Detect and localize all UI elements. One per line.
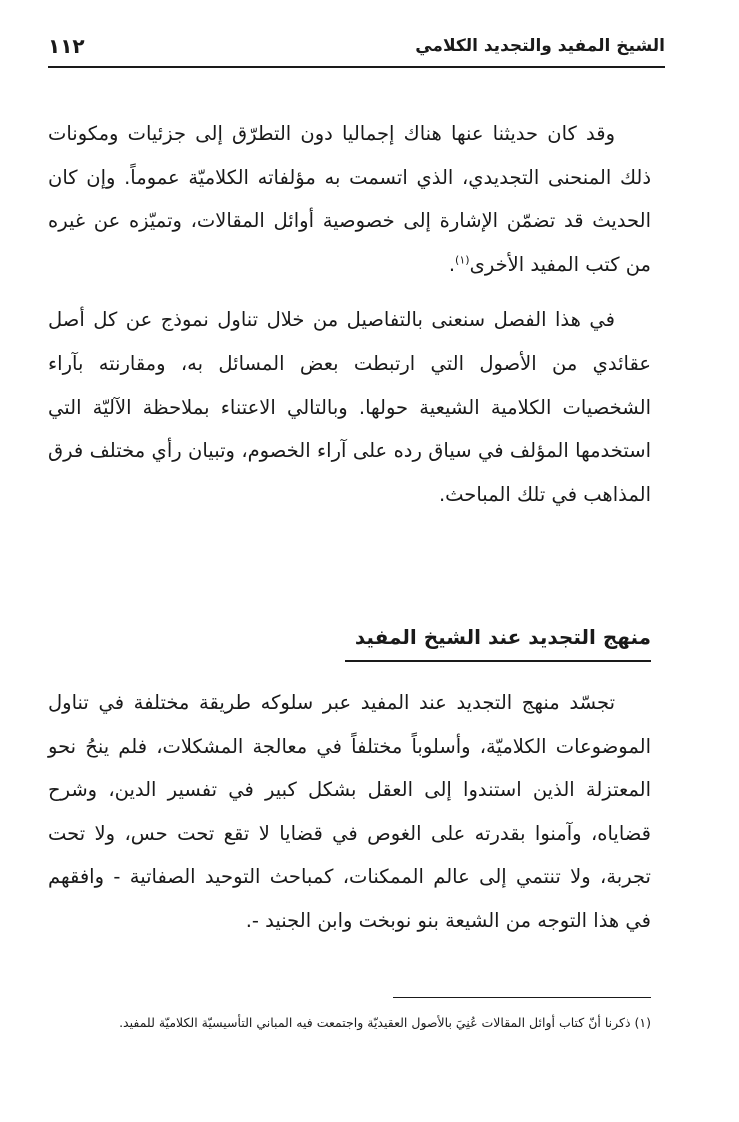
header-rule — [48, 66, 665, 68]
paragraph-1-text: وقد كان حديثنا عنها هناك إجماليا دون التطرّق إلى جزئيات ومكونات ذلك المنحنى التجديدي، الذي اتسمت به مؤلفاته الكلاميّة عموماً. وإن كان الحديث قد تضمّن الإشارة إلى خصوصية أوائل المقالات، وتميّزه عن غيره من كتب المفيد الأخرى — [48, 122, 651, 276]
section-text — [48, 681, 651, 943]
running-header — [48, 32, 665, 68]
section-heading-underline — [345, 660, 651, 662]
paragraph-2: في هذا الفصل سنعنى بالتفاصيل من خلال تناول نموذج عن كل أصل عقائدي من الأصول التي ارتبطت بعض المسائل به، ومقارنته بآراء الشخصيات الكلامية الشيعية حولها. وبالتالي الاعتناء بملاحظة الآليّة التي استخدمها المؤلف في سياق رده على آراء الخصوم، وتبيان رأي مختلف فرق المذاهب في تلك المباحث. — [48, 308, 651, 506]
footnote-separator — [393, 997, 651, 998]
main-text — [48, 112, 651, 516]
paragraph-3: تجسّد منهج التجديد عند المفيد عبر سلوكه طريقة مختلفة في تناول الموضوعات الكلاميّة، وأسلوباً مختلفاً في معالجة المشكلات، فلم ينحُ نحو المعتزلة الذين استندوا إلى العقل بشكل كبير في تفسير الدين، وشرح قضاياه، وآمنوا بقدرته على الغوص في قضايا لا تقع تحت حس، ولا تحت تجربة، ولا تنتمي إلى عالم الممكنات، كمباحث التوحيد الصفاتية - وافقهم في هذا التوجه من الشيعة بنو نوبخت وابن الجنيد -. — [48, 691, 651, 932]
footnote: (١) ذكرنا أنّ كتاب أوائل المقالات عُنِيَ بالأصول العقيديّة واجتمعت فيه المباني التأسيسيّة الكلاميّة للمفيد. — [119, 1015, 651, 1030]
paragraph-1-tail: . — [448, 252, 456, 276]
section-heading: منهج التجديد عند الشيخ المفيد — [354, 625, 651, 649]
running-title: الشيخ المفيد والتجديد الكلامي — [415, 36, 665, 56]
page-number: ١١٢ — [48, 34, 85, 58]
paragraph-1 — [48, 112, 651, 286]
footnote-reference[interactable]: (١) — [455, 253, 470, 267]
